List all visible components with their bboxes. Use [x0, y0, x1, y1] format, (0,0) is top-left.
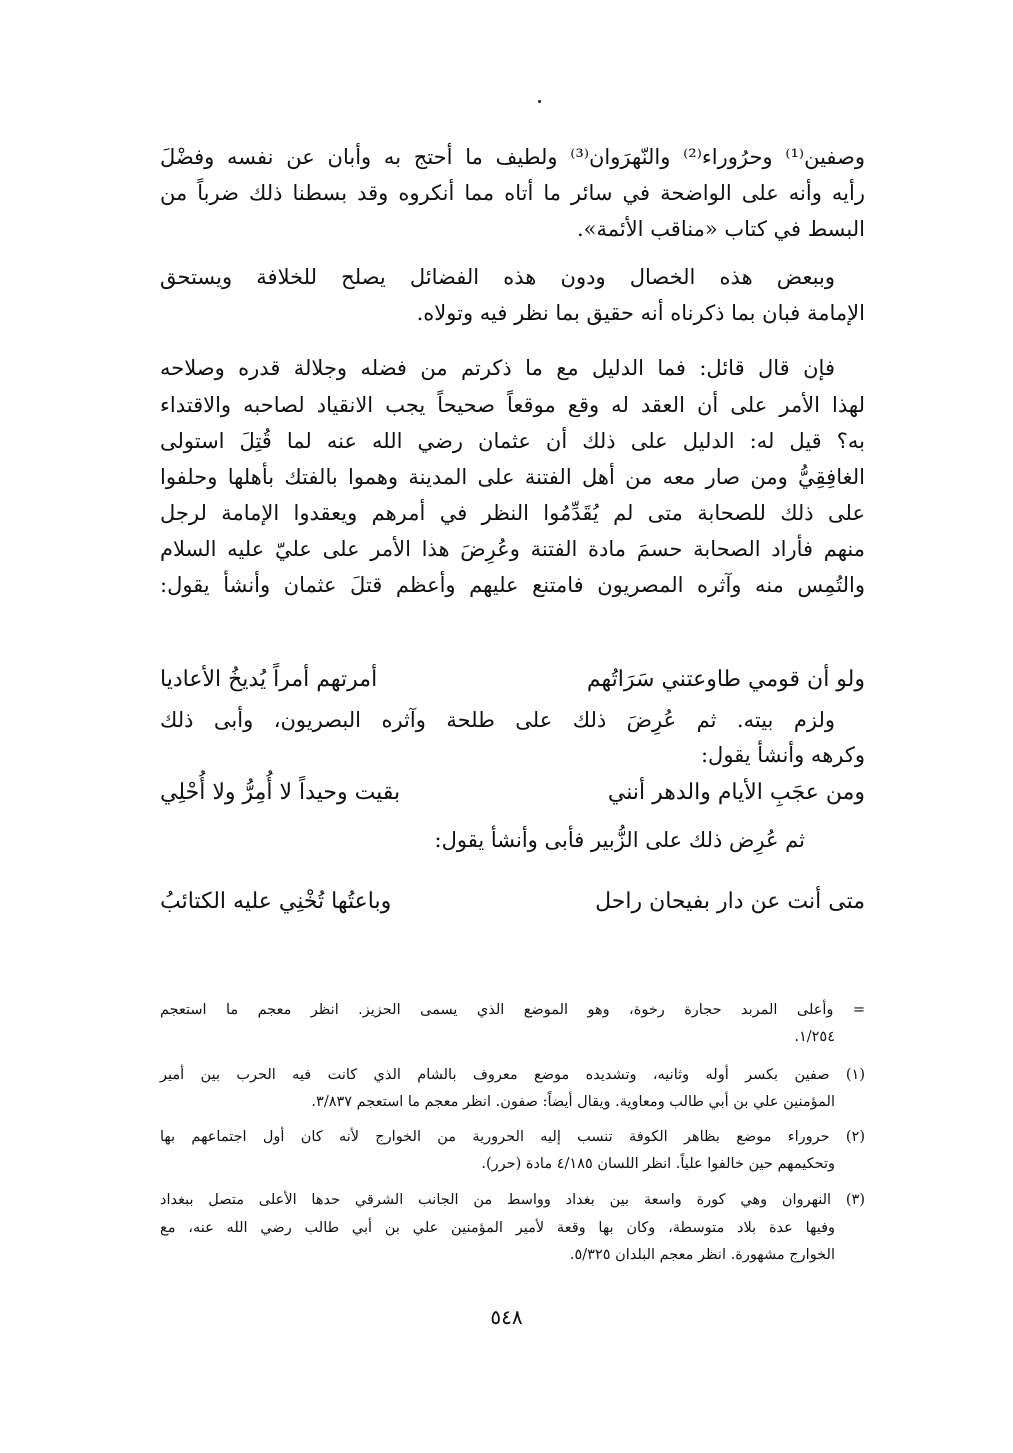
- text-line: ولزم بيته. ثم عُرِضَ ذلك على طلحة وآثره البصريون، وأبى ذلك: [160, 708, 835, 732]
- text-line: البسط في كتاب «مناقب الأئمة».: [576, 217, 865, 241]
- text-line: منهم فأراد الصحابة حسمَ مادة الفتنة وعُرِضَ هذا الأمر على عليّ عليه السلام: [160, 537, 865, 561]
- text-line: ثم عُرِض ذلك على الزُّبير فأبى وأنشأ يقول:: [434, 828, 805, 852]
- text-line: وببعض هذه الخصال ودون هذه الفضائل يصلح للخلافة ويستحق: [160, 265, 835, 289]
- page-mark: [538, 100, 541, 103]
- text-line: فإن قال قائل: فما الدليل مع ما ذكرتم من فضله وجلالة قدره وصلاحه: [160, 356, 835, 380]
- text-line: الغافِقِيُّ ومن صار معه من أهل الفتنة على المدينة وهموا بالفتك بأهلها وحلفوا: [160, 465, 865, 489]
- footnote-line: (٢) حروراء موضع بظاهر الكوفة تنسب إليه الحرورية من الخوارج لأنه كان أول اجتماعهم بها: [160, 1129, 865, 1145]
- verse-hemistich: متى أنت عن دار بفيحان راحل: [595, 889, 865, 914]
- footnote-line: ١/٢٥٤.: [794, 1029, 835, 1045]
- verse-line: [160, 664, 865, 696]
- text-line: لهذا الأمر على أن العقد له وقع موقعاً صحيحاً يجب الانقياد لصاحبه والاقتداء: [160, 393, 865, 417]
- verse-line: [160, 777, 865, 809]
- text-line: وصفين⁽¹⁾ وحرُوراء⁽²⁾ والنّهرَوان⁽³⁾ ولطيف ما أحتج به وأبان عن نفسه وفضْلَ: [160, 145, 865, 169]
- verse-hemistich: ولو أن قومي طاوعتني سَرَاتُهم: [586, 667, 865, 692]
- text-line: وكرهه وأنشأ يقول:: [700, 743, 865, 767]
- page-number: ٥٤٨: [490, 1305, 523, 1329]
- footnote-line: (٣) النهروان وهي كورة واسعة بين بغداد وواسط من الجانب الشرقي حدها الأعلى متصل ببغداد: [160, 1192, 865, 1208]
- footnote-line: وتحكيمهم حين خالفوا علياً. انظر اللسان ٤/١٨٥ مادة (حرر).: [481, 1156, 835, 1172]
- footnote-line: (١) صفين بكسر أوله وثانيه، وتشديده موضع معروف بالشام الذي كانت فيه الحرب بين أمير: [160, 1067, 865, 1083]
- verse-hemistich: ومن عجَبِ الأيام والدهر أنني: [607, 780, 865, 805]
- verse-hemistich: أمرتهم أمراً يُديخُ الأعاديا: [160, 667, 378, 692]
- text-line: على ذلك للصحابة متى لم يُقَدِّمُوا النظر في أمرهم ويعقدوا الإمامة لرجل: [160, 501, 865, 525]
- verse-hemistich: وباعتُها تُخْنِي عليه الكتائبُ: [160, 889, 392, 914]
- verse-hemistich: بقيت وحيداً لا أُمِرُّ ولا أُحْلِي: [160, 780, 401, 805]
- footnote-line: = وأعلى المربد حجارة رخوة، وهو الموضع الذي يسمى الحزيز. انظر معجم ما استعجم: [160, 1002, 865, 1018]
- verse-line: [160, 886, 865, 918]
- text-line: رأيه وأنه على الواضحة في سائر ما أتاه مما أنكروه وقد بسطنا ذلك ضرباً من: [160, 181, 865, 205]
- text-line: الإمامة فبان بما ذكرناه أنه حقيق بما نظر فيه وتولاه.: [416, 301, 865, 325]
- footnote-line: وفيها عدة بلاد متوسطة، وكان بها وقعة لأمير المؤمنين علي بن أبي طالب رضي الله عنه، مع: [160, 1220, 835, 1236]
- footnote-line: المؤمنين علي بن أبي طالب ومعاوية. ويقال أيضاً: صفون. انظر معجم ما استعجم ٣/٨٣٧.: [311, 1094, 835, 1110]
- text-line: به؟ قيل له: الدليل على ذلك أن عثمان رضي الله عنه لما قُتِلَ استولى: [160, 429, 865, 453]
- text-line: والتُمِس منه وآثره المصريون فامتنع عليهم وأعظم قتلَ عثمان وأنشأ يقول:: [160, 573, 865, 597]
- footnote-line: الخوارج مشهورة. انظر معجم البلدان ٥/٣٢٥.: [569, 1247, 835, 1263]
